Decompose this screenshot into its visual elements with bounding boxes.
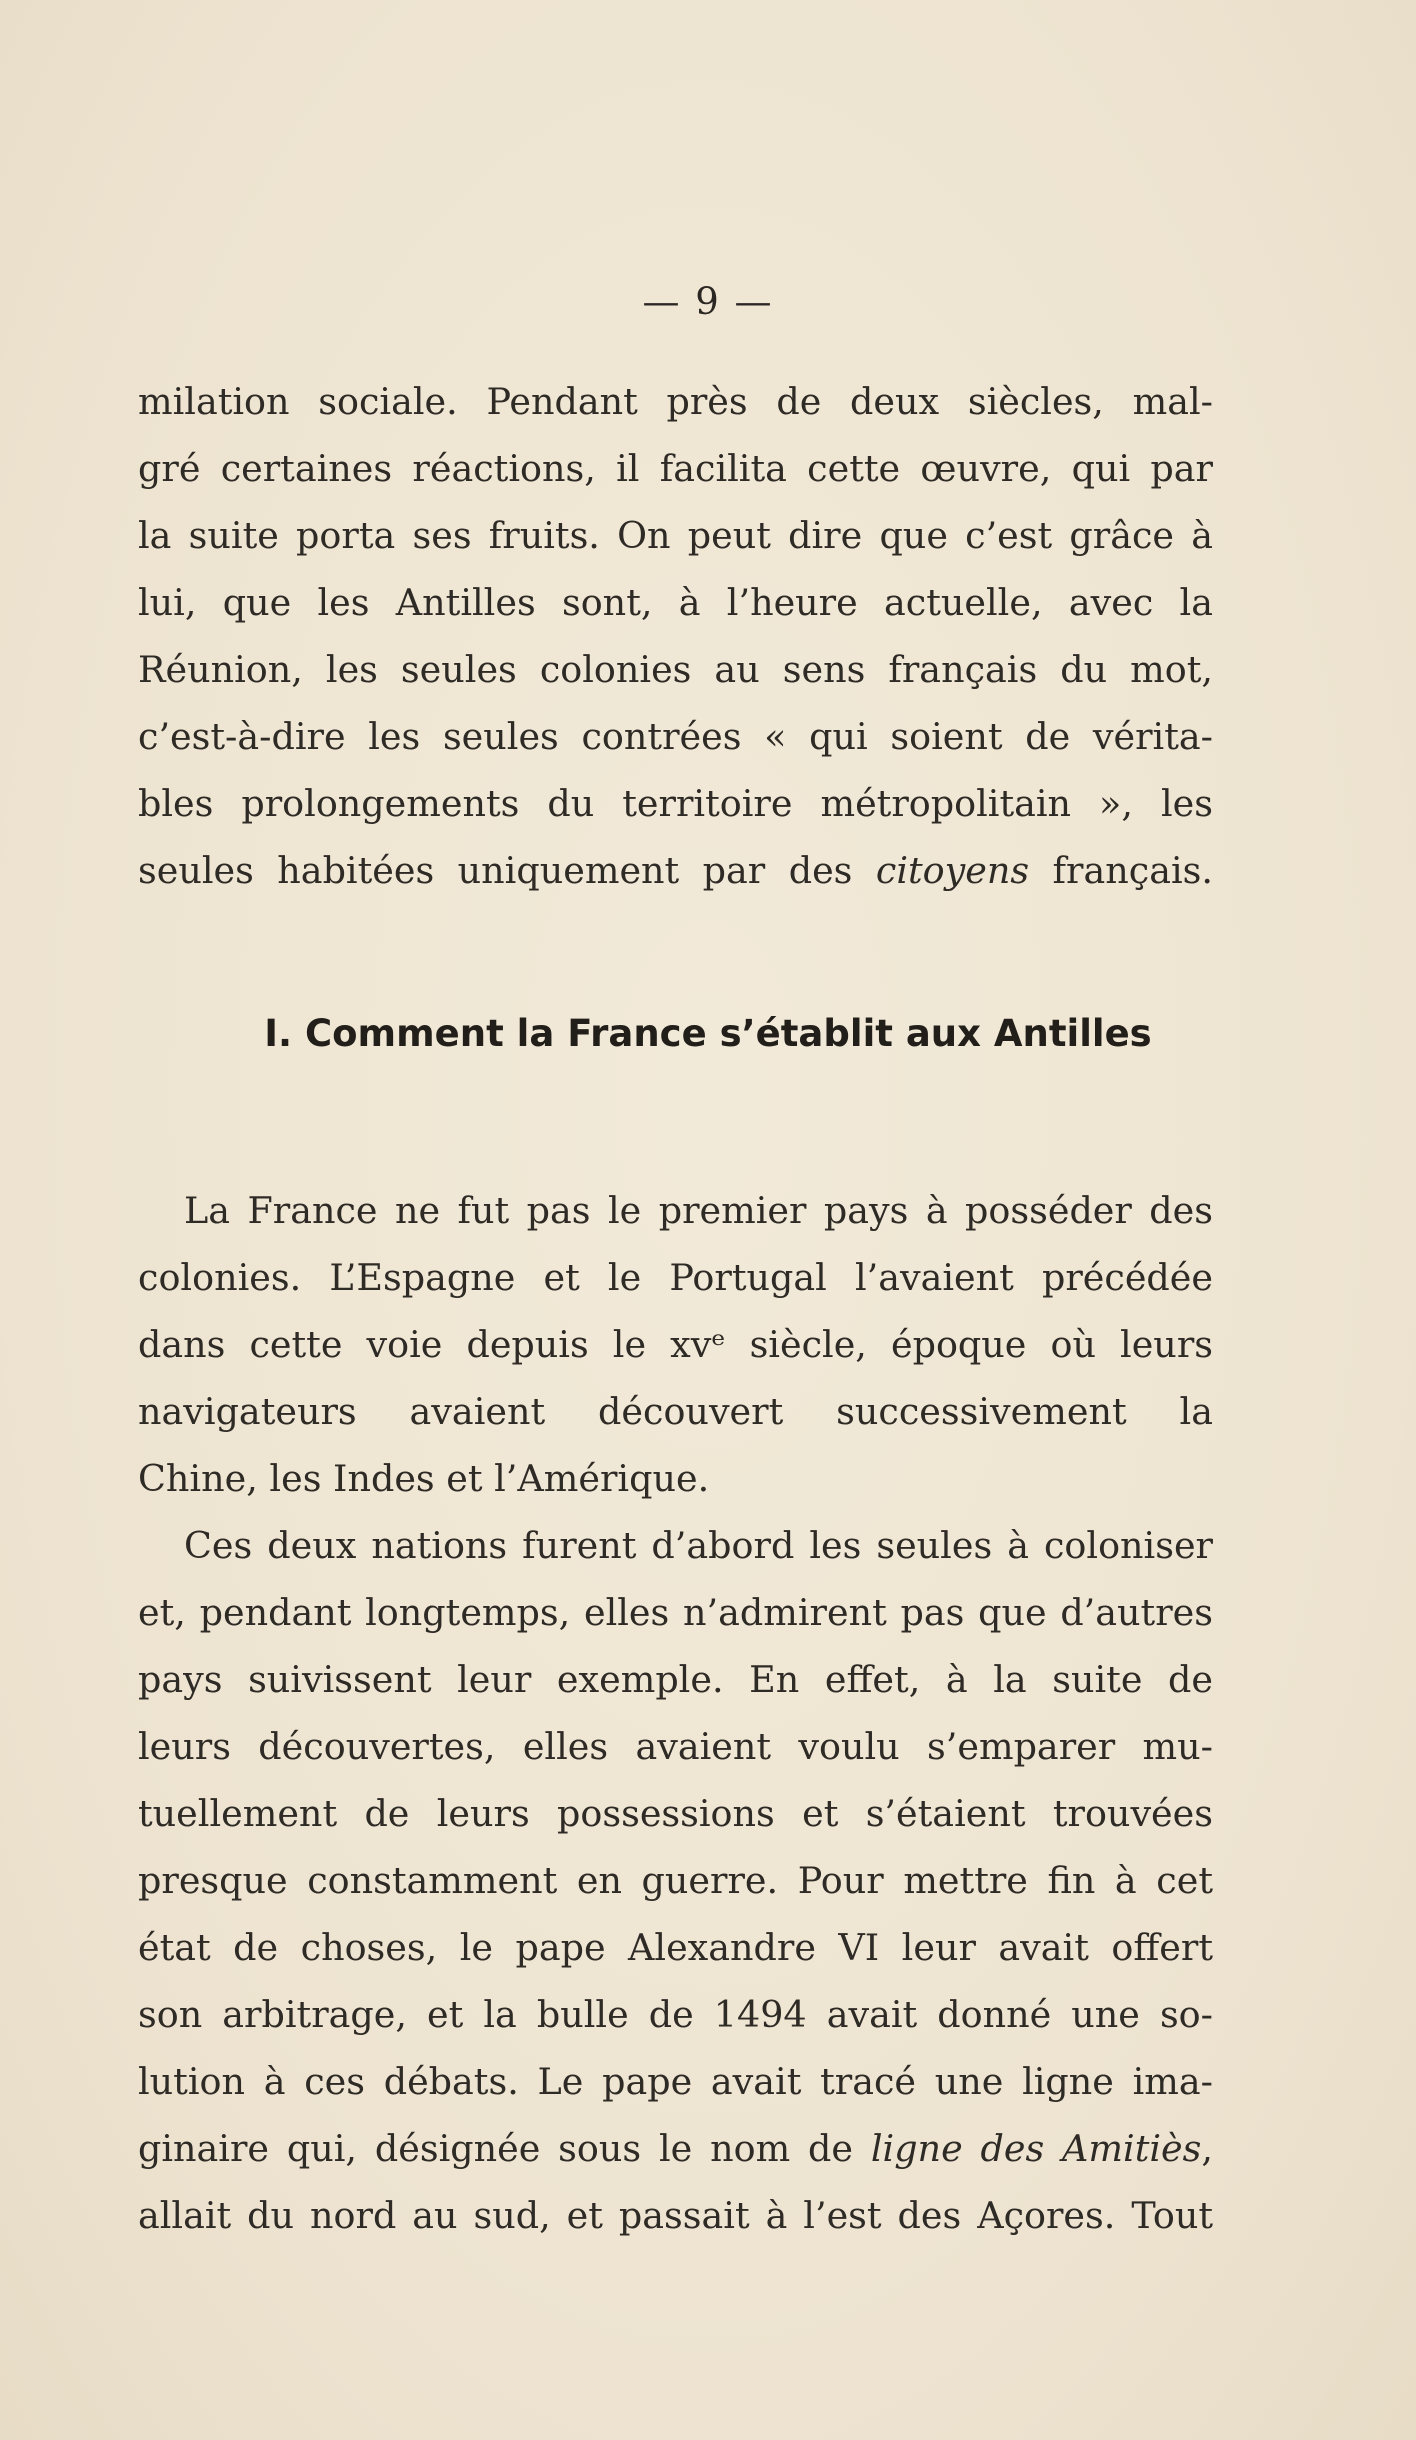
text-line: navigateurs avaient découvert successivement la xyxy=(138,1390,1213,1433)
text-line: Réunion, les seules colonies au sens français du mot, xyxy=(138,648,1213,691)
text-line: lution à ces débats. Le pape avait tracé une ligne ima- xyxy=(138,2060,1213,2103)
text-line: leurs découvertes, elles avaient voulu s’emparer mu- xyxy=(138,1725,1213,1768)
text-segment: ginaire qui, désignée sous le nom de xyxy=(138,2127,871,2170)
text-line: allait du nord au sud, et passait à l’est des Açores. Tout xyxy=(138,2194,1213,2237)
text-line: Ces deux nations furent d’abord les seules à coloniser xyxy=(184,1524,1213,1567)
text-line: son arbitrage, et la bulle de 1494 avait donné une so- xyxy=(138,1993,1213,2036)
text-segment: seules habitées uniquement par des xyxy=(138,849,876,892)
text-line: et, pendant longtemps, elles n’admirent pas que d’autres xyxy=(138,1591,1213,1634)
paragraph-continuation xyxy=(138,368,1213,904)
text-line: La France ne fut pas le premier pays à posséder des xyxy=(184,1189,1213,1232)
text-line: gré certaines réactions, il facilita cette œuvre, qui par xyxy=(138,447,1213,490)
text-line: presque constamment en guerre. Pour mettre fin à cet xyxy=(138,1859,1213,1902)
text-line: la suite porta ses fruits. On peut dire que c’est grâce à xyxy=(138,514,1213,557)
text-line: lui, que les Antilles sont, à l’heure actuelle, avec la xyxy=(138,581,1213,624)
text-segment: , xyxy=(1201,2127,1213,2170)
text-segment: français. xyxy=(1029,849,1213,892)
text-line: pays suivissent leur exemple. En effet, à la suite de xyxy=(138,1658,1213,1701)
text-line: colonies. L’Espagne et le Portugal l’avaient précédée xyxy=(138,1256,1213,1299)
italic-word: citoyens xyxy=(875,849,1030,892)
text-line: état de choses, le pape Alexandre VI leur avait offert xyxy=(138,1926,1213,1969)
text-line: dans cette voie depuis le xvᵉ siècle, époque où leurs xyxy=(138,1323,1213,1366)
text-line: Chine, les Indes et l’Amérique. xyxy=(138,1457,710,1500)
page-number: — 9 — xyxy=(642,280,774,323)
text-line: c’est-à-dire les seules contrées « qui soient de vérita- xyxy=(138,715,1213,758)
text-line xyxy=(138,2115,1213,2182)
italic-phrase: ligne des Amitiès xyxy=(870,2127,1202,2170)
text-line: bles prolongements du territoire métropolitain », les xyxy=(138,782,1213,825)
section-heading: I. Comment la France s’établit aux Antilles xyxy=(264,1012,1152,1055)
paragraph xyxy=(138,1177,1213,1512)
text-line xyxy=(138,837,1213,904)
text-line: tuellement de leurs possessions et s’étaient trouvées xyxy=(138,1792,1213,1835)
text-line: milation sociale. Pendant près de deux siècles, mal- xyxy=(138,380,1213,423)
paragraph xyxy=(138,1512,1213,2249)
